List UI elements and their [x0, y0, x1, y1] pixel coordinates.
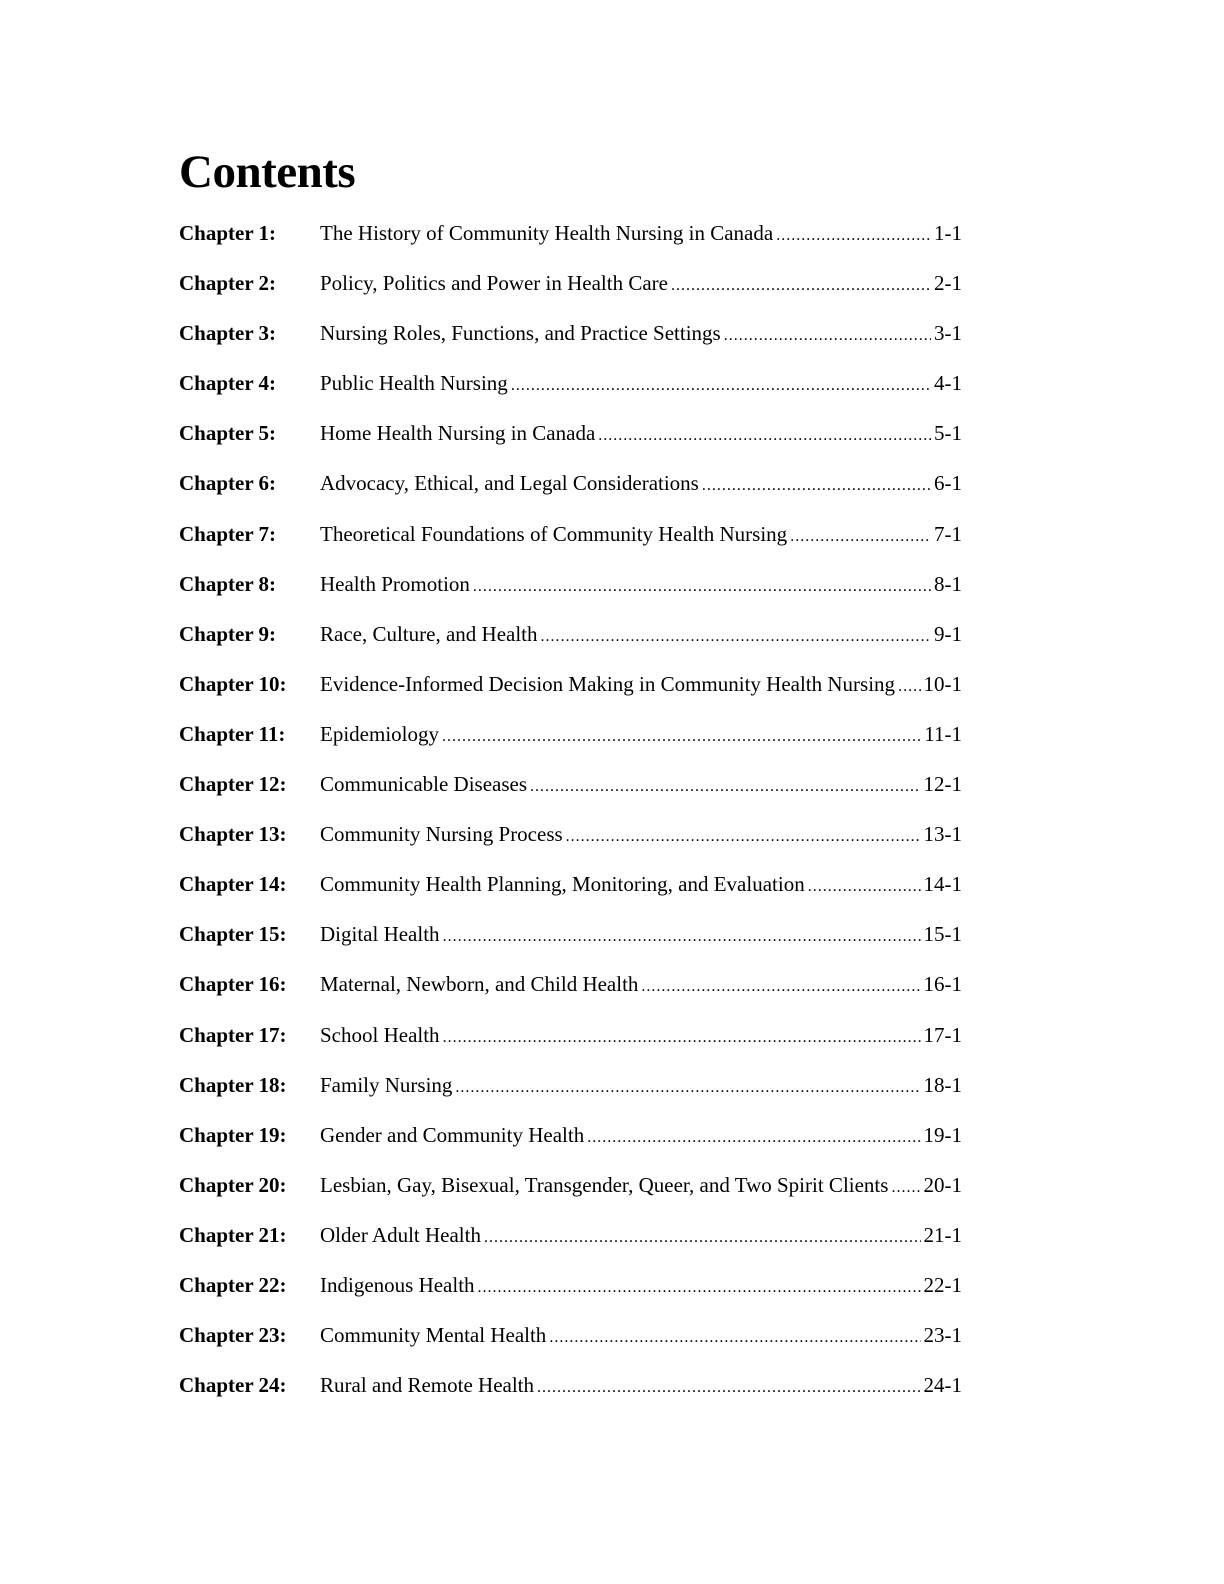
dot-leader [671, 270, 931, 302]
dot-leader [566, 821, 921, 853]
toc-entry[interactable] [179, 868, 962, 918]
page-number[interactable]: 15-1 [923, 922, 962, 947]
chapter-entry [320, 868, 962, 903]
chapter-title[interactable]: Public Health Nursing [320, 371, 508, 396]
dot-leader [898, 671, 920, 703]
toc-entry[interactable] [179, 968, 962, 1018]
dot-leader [478, 1272, 921, 1304]
page-number[interactable]: 4-1 [934, 371, 962, 396]
chapter-label: Chapter 9: [179, 621, 277, 646]
toc-entry[interactable] [179, 1219, 962, 1269]
chapter-label: Chapter 17: [179, 1022, 287, 1047]
dot-leader [587, 1122, 920, 1154]
chapter-label: Chapter 12: [179, 772, 287, 797]
chapter-entry [320, 568, 962, 603]
chapter-entry [320, 217, 962, 252]
page-number[interactable]: 9-1 [934, 621, 962, 646]
chapter-label: Chapter 15: [179, 922, 287, 947]
chapter-title[interactable]: Advocacy, Ethical, and Legal Considerations [320, 471, 699, 496]
chapter-label: Chapter 24: [179, 1373, 287, 1398]
chapter-label: Chapter 4: [179, 371, 277, 396]
page-number[interactable]: 6-1 [934, 471, 962, 496]
dot-leader [776, 220, 931, 252]
toc-entry[interactable] [179, 1069, 962, 1119]
table-of-contents [179, 217, 962, 1419]
page-title: Contents [179, 146, 356, 198]
dot-leader [484, 1222, 921, 1254]
chapter-title[interactable]: Digital Health [320, 922, 440, 947]
toc-entry[interactable] [179, 668, 962, 718]
dot-leader [641, 971, 920, 1003]
dot-leader [473, 571, 931, 603]
chapter-title[interactable]: Community Mental Health [320, 1323, 547, 1348]
chapter-label: Chapter 8: [179, 571, 277, 596]
chapter-label: Chapter 23: [179, 1323, 287, 1348]
toc-entry[interactable] [179, 718, 962, 768]
chapter-entry [320, 1269, 962, 1304]
chapter-label: Chapter 19: [179, 1122, 287, 1147]
page-number[interactable]: 21-1 [923, 1222, 962, 1247]
chapter-title[interactable]: Family Nursing [320, 1072, 453, 1097]
toc-entry[interactable] [179, 618, 962, 668]
chapter-title[interactable]: Nursing Roles, Functions, and Practice Settings [320, 321, 721, 346]
chapter-title[interactable]: Gender and Community Health [320, 1122, 585, 1147]
toc-entry[interactable] [179, 1269, 962, 1319]
toc-entry[interactable] [179, 1019, 962, 1069]
chapter-label: Chapter 20: [179, 1172, 287, 1197]
toc-entry[interactable] [179, 568, 962, 618]
toc-entry[interactable] [179, 818, 962, 868]
dot-leader [442, 721, 921, 753]
dot-leader [537, 1372, 920, 1404]
page-number[interactable]: 24-1 [923, 1373, 962, 1398]
chapter-entry [320, 1169, 962, 1204]
chapter-label: Chapter 10: [179, 671, 287, 696]
chapter-entry [320, 367, 962, 402]
chapter-entry [320, 267, 962, 302]
chapter-label: Chapter 5: [179, 421, 277, 446]
page-number[interactable]: 1-1 [934, 221, 962, 245]
dot-leader [511, 370, 931, 402]
chapter-title[interactable]: Older Adult Health [320, 1222, 481, 1247]
chapter-entry [320, 1069, 962, 1104]
page-number[interactable]: 20-1 [923, 1172, 962, 1197]
dot-leader [702, 470, 931, 502]
page-number[interactable]: 11-1 [924, 721, 962, 746]
chapter-label: Chapter 14: [179, 872, 287, 897]
chapter-title[interactable]: Community Health Planning, Monitoring, and Evaluation [320, 872, 805, 897]
chapter-label: Chapter 3: [179, 321, 277, 346]
chapter-title[interactable]: Health Promotion [320, 571, 470, 596]
page-number[interactable]: 16-1 [923, 972, 962, 997]
chapter-title[interactable]: Theoretical Foundations of Community Health Nursing [320, 521, 788, 546]
page-number[interactable]: 22-1 [923, 1272, 962, 1297]
chapter-title[interactable]: Epidemiology [320, 721, 439, 746]
chapter-label: Chapter 7: [179, 521, 277, 546]
page-number[interactable]: 19-1 [923, 1122, 962, 1147]
chapter-entry [320, 317, 962, 352]
dot-leader [724, 320, 931, 352]
chapter-title[interactable]: Communicable Diseases [320, 772, 528, 797]
chapter-title[interactable]: Race, Culture, and Health [320, 621, 538, 646]
chapter-entry [320, 668, 962, 703]
chapter-label: Chapter 13: [179, 822, 287, 847]
dot-leader [598, 420, 931, 452]
dot-leader [790, 521, 931, 553]
chapter-title[interactable]: Evidence-Informed Decision Making in Community Health Nursing [320, 671, 896, 696]
toc-entry[interactable] [179, 267, 962, 317]
dot-leader [541, 621, 931, 653]
chapter-title[interactable]: Maternal, Newborn, and Child Health [320, 972, 639, 997]
toc-entry[interactable] [179, 367, 962, 417]
toc-entry[interactable] [179, 467, 962, 517]
page-number[interactable]: 10-1 [923, 671, 962, 696]
chapter-label: Chapter 11: [179, 721, 286, 746]
chapter-label: Chapter 6: [179, 471, 277, 496]
dot-leader [443, 1022, 921, 1054]
page-number[interactable]: 23-1 [923, 1323, 962, 1348]
toc-entry[interactable] [179, 217, 962, 267]
toc-entry[interactable] [179, 1119, 962, 1169]
chapter-title[interactable]: Indigenous Health [320, 1272, 475, 1297]
page-number[interactable]: 5-1 [934, 421, 962, 446]
chapter-label: Chapter 16: [179, 972, 287, 997]
chapter-title[interactable]: Lesbian, Gay, Bisexual, Transgender, Queer, and Two Spirit Clients [320, 1172, 889, 1197]
chapter-entry [320, 467, 962, 502]
chapter-entry [320, 618, 962, 653]
dot-leader [443, 921, 921, 953]
chapter-entry [320, 768, 962, 803]
toc-entry[interactable] [179, 417, 962, 467]
page-number[interactable]: 14-1 [923, 872, 962, 897]
chapter-entry [320, 1219, 962, 1254]
chapter-entry [320, 918, 962, 953]
page-number[interactable]: 13-1 [923, 822, 962, 847]
chapter-title[interactable]: The History of Community Health Nursing in Canada [320, 221, 774, 245]
toc-entry[interactable] [179, 1369, 962, 1419]
chapter-label: Chapter 2: [179, 271, 277, 296]
chapter-entry [320, 968, 962, 1003]
dot-leader [530, 771, 920, 803]
chapter-label: Chapter 18: [179, 1072, 287, 1097]
chapter-title[interactable]: Community Nursing Process [320, 822, 563, 847]
toc-entry[interactable] [179, 918, 962, 968]
toc-entry[interactable] [179, 768, 962, 818]
dot-leader [549, 1322, 920, 1354]
page-number[interactable]: 3-1 [934, 321, 962, 346]
chapter-entry [320, 1019, 962, 1054]
page-number[interactable]: 2-1 [934, 271, 962, 296]
chapter-label: Chapter 22: [179, 1272, 287, 1297]
page-number[interactable]: 7-1 [934, 521, 962, 546]
dot-leader [455, 1072, 920, 1104]
chapter-title[interactable]: Rural and Remote Health [320, 1373, 535, 1398]
toc-entry[interactable] [179, 1319, 962, 1369]
toc-entry[interactable] [179, 518, 962, 568]
toc-entry[interactable] [179, 317, 962, 367]
chapter-title[interactable]: Home Health Nursing in Canada [320, 421, 596, 446]
chapter-entry [320, 1119, 962, 1154]
toc-entry[interactable] [179, 1169, 962, 1219]
chapter-entry [320, 818, 962, 853]
chapter-title[interactable]: School Health [320, 1022, 440, 1047]
dot-leader [891, 1172, 920, 1204]
chapter-label: Chapter 1: [179, 221, 277, 245]
page-number[interactable]: 12-1 [923, 772, 962, 797]
chapter-entry [320, 718, 962, 753]
page-number[interactable]: 8-1 [934, 571, 962, 596]
chapter-title[interactable]: Policy, Politics and Power in Health Care [320, 271, 668, 296]
chapter-entry [320, 1369, 962, 1404]
chapter-label: Chapter 21: [179, 1222, 287, 1247]
page-number[interactable]: 18-1 [923, 1072, 962, 1097]
chapter-entry [320, 417, 962, 452]
dot-leader [808, 871, 921, 903]
page-number[interactable]: 17-1 [923, 1022, 962, 1047]
chapter-entry [320, 518, 962, 553]
chapter-entry [320, 1319, 962, 1354]
